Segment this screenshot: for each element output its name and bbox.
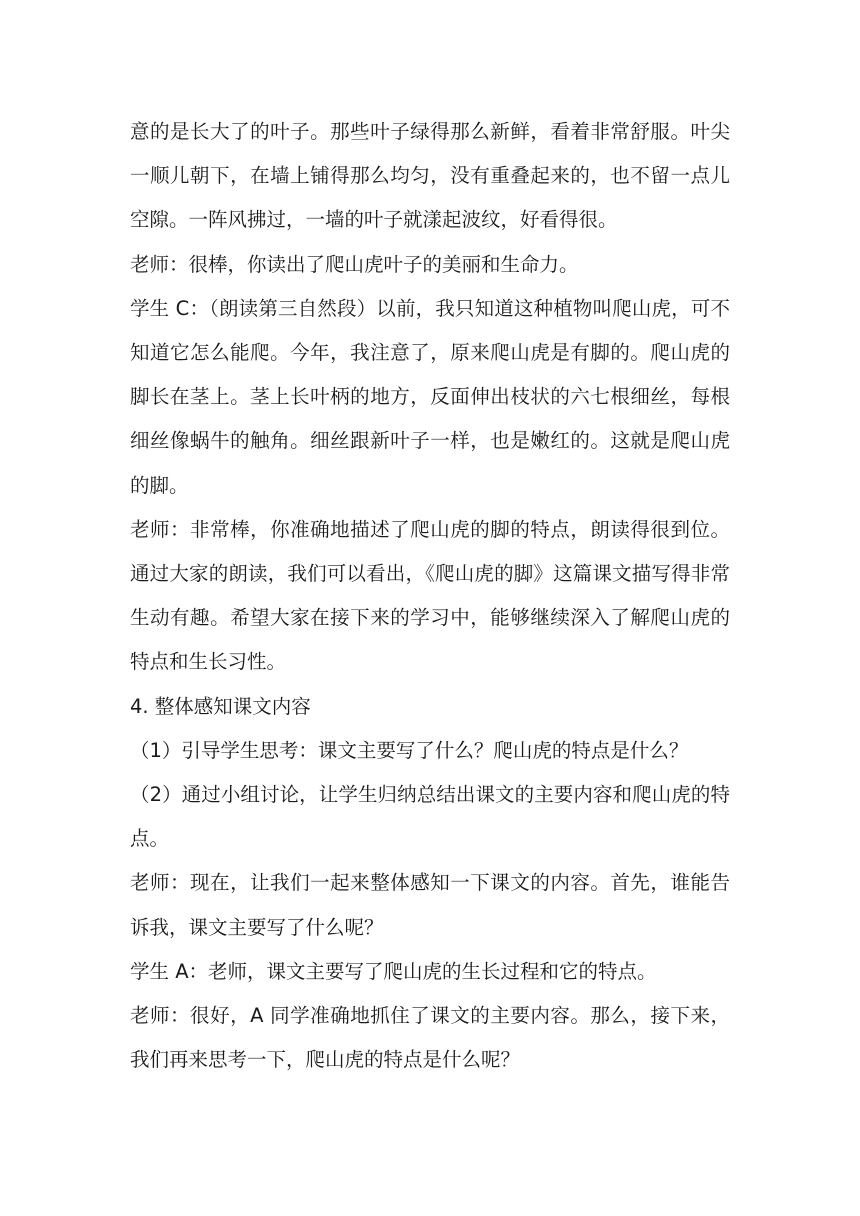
body-text <box>130 110 730 1082</box>
list-item-2: （2）通过小组讨论，让学生归纳总结出课文的主要内容和爬山虎的特点。 <box>130 783 730 851</box>
paragraph-teacher-followup: 老师：很好，A 同学准确地抓住了课文的主要内容。那么，接下来，我们再来思考一下，爬山虎的特点是什么呢？ <box>130 1004 730 1072</box>
paragraph-teacher-question: 老师：现在，让我们一起来整体感知一下课文的内容。首先，谁能告诉我，课文主要写了什么呢？ <box>130 871 730 939</box>
paragraph-teacher-summary: 老师：非常棒，你准确地描述了爬山虎的脚的特点，朗读得很到位。通过大家的朗读，我们可以看出，《爬山虎的脚》这篇课文描写得非常生动有趣。希望大家在接下来的学习中，能够继续深入了解爬山虎的特点和生长习性。 <box>130 517 730 674</box>
paragraph-student-c-reading: 学生 C：（朗读第三自然段）以前，我只知道这种植物叫爬山虎，可不知道它怎么能爬。今年，我注意了，原来爬山虎是有脚的。爬山虎的脚长在茎上。茎上长叶柄的地方，反面伸出枝状的六七根细丝，每根细丝像蜗牛的触角。细丝跟新叶子一样，也是嫩红的。这就是爬山虎的脚。 <box>130 296 730 497</box>
paragraph-student-a-answer: 学生 A：老师，课文主要写了爬山虎的生长过程和它的特点。 <box>130 959 657 983</box>
paragraph-leaf-description: 意的是长大了的叶子。那些叶子绿得那么新鲜，看着非常舒服。叶尖一顺儿朝下，在墙上铺得那么均匀，没有重叠起来的，也不留一点儿空隙。一阵风拂过，一墙的叶子就漾起波纹，好看得很。 <box>130 120 730 232</box>
list-item-1: （1）引导学生思考：课文主要写了什么？爬山虎的特点是什么？ <box>130 738 689 762</box>
section-heading-overall-perception: 4. 整体感知课文内容 <box>130 694 311 718</box>
paragraph-teacher-praise-leaves: 老师：很棒，你读出了爬山虎叶子的美丽和生命力。 <box>130 252 579 276</box>
